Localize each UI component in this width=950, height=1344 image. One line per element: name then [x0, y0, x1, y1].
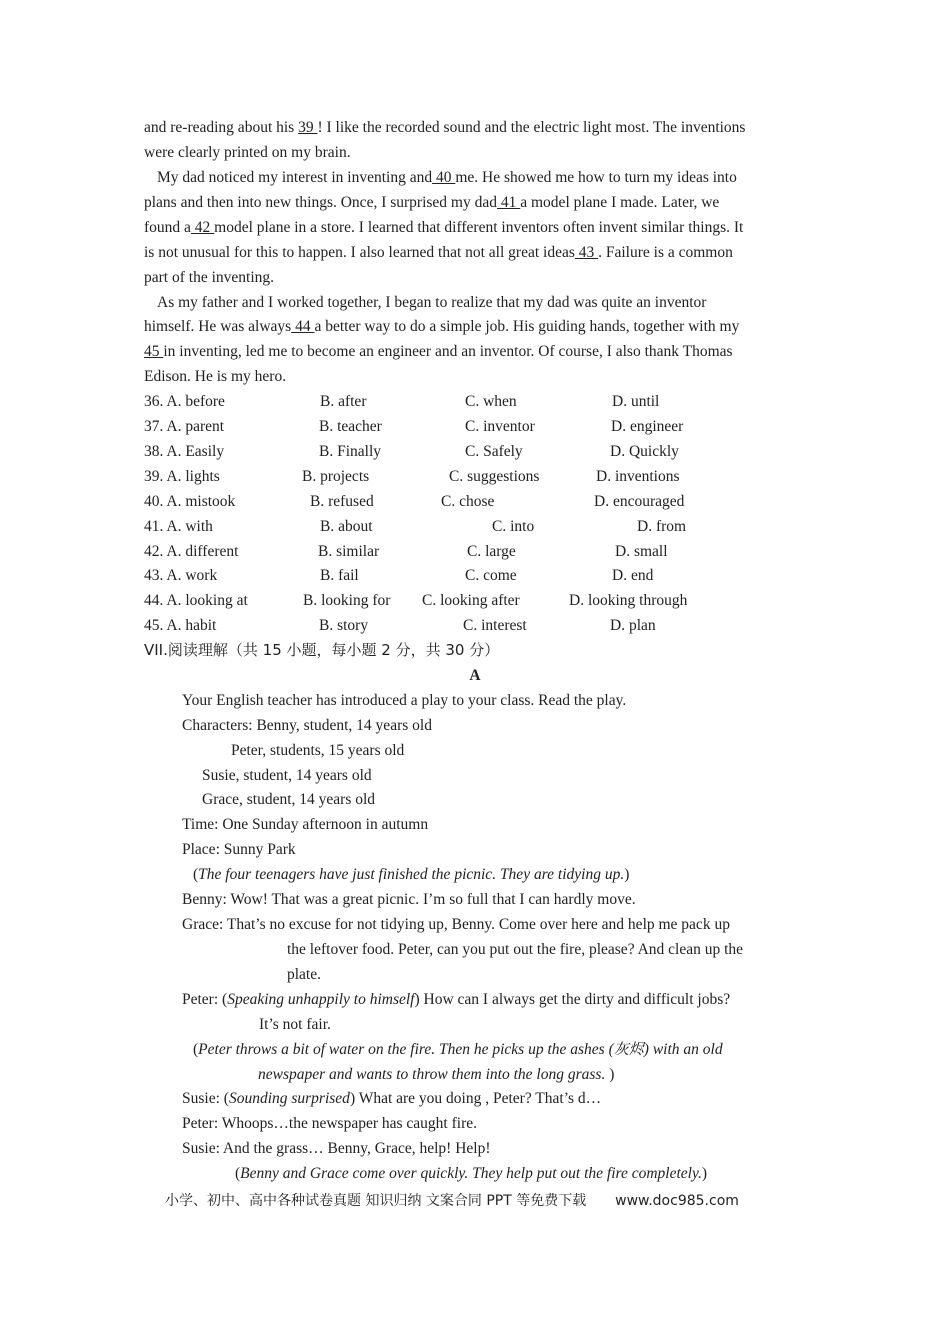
q42-option-d: D. small [615, 543, 668, 560]
peter-line-2: It’s not fair. [259, 1016, 331, 1033]
italic-text: newspaper and wants to throw them into the long grass. [258, 1066, 610, 1083]
q42-option-b: B. similar [318, 543, 380, 560]
q36-option-b: B. after [320, 393, 367, 410]
peter-line-3: Peter: Whoops…the newspaper has caught fire. [182, 1115, 477, 1132]
passage-line-9 [144, 314, 739, 339]
passage-line-5 [144, 215, 743, 240]
chinese-gloss: 灰烬 [613, 1040, 644, 1058]
text: a better way to do a simple job. His guiding hands, together with my [314, 318, 740, 335]
stage-direction-2-cont [258, 1062, 614, 1087]
passage-line-1 [144, 115, 745, 140]
q39-option-c: C. suggestions [449, 468, 540, 485]
q43-option-a: 43. A. work [144, 567, 218, 584]
q44-option-d: D. looking through [569, 592, 688, 609]
text: a model plane I made. Later, we [520, 194, 720, 211]
stage-direction-3 [235, 1161, 707, 1186]
italic-text: The four teenagers have just finished the picnic. They are tidying up. [198, 866, 625, 883]
q41-option-a: 41. A. with [144, 518, 213, 535]
blank-45: 45 [144, 343, 164, 360]
stage-direction-2 [193, 1037, 723, 1062]
q45-option-a: 45. A. habit [144, 617, 217, 634]
grace-line-1: Grace: That’s no excuse for not tidying up, Benny. Come over here and help me pack up [182, 916, 730, 933]
q45-option-b: B. story [319, 617, 369, 634]
q36-option-d: D. until [612, 393, 660, 410]
passage-line-3 [157, 165, 737, 190]
text: ) [701, 1165, 708, 1182]
text: ( [193, 866, 199, 883]
footer-text: 小学、初中、高中各种试卷真题 知识归纳 文案合同 PPT 等免费下载 [165, 1193, 587, 1209]
text: himself. He was always [144, 318, 292, 335]
q40-option-b: B. refused [310, 493, 374, 510]
q38-option-d: D. Quickly [610, 443, 679, 460]
q40-option-d: D. encouraged [594, 493, 685, 510]
q39-option-d: D. inventions [596, 468, 680, 485]
q39-option-b: B. projects [302, 468, 370, 485]
italic-text: Sounding surprised [228, 1090, 350, 1107]
susie-line-1 [182, 1086, 601, 1111]
text: me. He showed me how to turn my ideas into [455, 169, 737, 186]
susie-line-2: Susie: And the grass… Benny, Grace, help! Help! [182, 1140, 491, 1157]
q41-option-d: D. from [637, 518, 687, 535]
q37-option-d: D. engineer [611, 418, 684, 435]
italic-text: Peter throws a bit of water on the fire. Then he picks up the ashes ( [198, 1041, 614, 1058]
passage-line-6 [144, 240, 733, 265]
q44-option-b: B. looking for [303, 592, 391, 609]
text: Susie: ( [182, 1090, 229, 1107]
text: My dad noticed my interest in inventing and [157, 169, 433, 186]
text: ) [624, 866, 630, 883]
grace-line-2: the leftover food. Peter, can you put out the fire, please? And clean up the [287, 941, 744, 958]
grace-line-3: plate. [287, 966, 321, 983]
text: ) What are you doing , Peter? That’s d… [349, 1090, 602, 1107]
passage-line-2: were clearly printed on my brain. [144, 144, 351, 161]
character-peter: Peter, students, 15 years old [231, 742, 405, 759]
play-intro: Your English teacher has introduced a play to your class. Read the play. [182, 692, 627, 709]
text: Peter: ( [182, 991, 228, 1008]
passage-line-7: part of the inventing. [144, 269, 274, 286]
q42-option-c: C. large [467, 543, 516, 560]
benny-line-1: Benny: Wow! That was a great picnic. I’m so full that I can hardly move. [182, 891, 636, 908]
q36-option-c: C. when [465, 393, 517, 410]
q44-option-c: C. looking after [422, 592, 520, 609]
blank-43: 43 [574, 244, 599, 261]
text: ) How can I always get the dirty and difficult jobs? [414, 991, 731, 1008]
passage-line-4 [144, 190, 719, 215]
italic-text: ) with an old [643, 1041, 723, 1058]
blank-41: 41 [497, 194, 521, 211]
blank-40: 40 [432, 169, 456, 186]
q37-option-b: B. teacher [319, 418, 382, 435]
q41-option-c: C. into [492, 518, 535, 535]
blank-44: 44 [291, 318, 315, 335]
q38-option-c: C. Safely [465, 443, 523, 460]
text: plans and then into new things. Once, I surprised my dad [144, 194, 497, 211]
stage-direction-1 [193, 862, 629, 887]
q45-option-d: D. plan [610, 617, 656, 634]
text: ( [235, 1165, 241, 1182]
time-line: Time: One Sunday afternoon in autumn [182, 816, 429, 833]
q45-option-c: C. interest [463, 617, 527, 634]
text: ( [193, 1041, 199, 1058]
q37-option-c: C. inventor [465, 418, 535, 435]
characters-line: Characters: Benny, student, 14 years old [182, 717, 432, 734]
text: in inventing, led me to become an engineer and an inventor. Of course, I also thank Thomas [163, 343, 733, 360]
q36-option-a: 36. A. before [144, 393, 225, 410]
text: ) [609, 1066, 615, 1083]
blank-42: 42 [190, 219, 215, 236]
q44-option-a: 44. A. looking at [144, 592, 248, 609]
peter-line-1 [182, 987, 730, 1012]
text: found a [144, 219, 191, 236]
q41-option-b: B. about [320, 518, 373, 535]
italic-text: Speaking unhappily to himself [227, 991, 415, 1008]
character-grace: Grace, student, 14 years old [202, 791, 376, 808]
italic-text: Benny and Grace come over quickly. They help put out the fire completely. [240, 1165, 702, 1182]
text: model plane in a store. I learned that different inventors often invent similar things. It [214, 219, 744, 236]
footer [165, 1189, 739, 1214]
q40-option-a: 40. A. mistook [144, 493, 236, 510]
q43-option-b: B. fail [320, 567, 359, 584]
place-line: Place: Sunny Park [182, 841, 296, 858]
passage-line-11: Edison. He is my hero. [144, 368, 287, 385]
passage-line-10 [144, 339, 733, 364]
character-susie: Susie, student, 14 years old [202, 767, 372, 784]
q38-option-a: 38. A. Easily [144, 443, 225, 460]
q38-option-b: B. Finally [319, 443, 382, 460]
text: and re-reading about his [144, 119, 299, 136]
q40-option-c: C. chose [441, 493, 495, 510]
q39-option-a: 39. A. lights [144, 468, 220, 485]
text: is not unusual for this to happen. I also learned that not all great ideas [144, 244, 575, 261]
footer-url[interactable]: www.doc985.com [615, 1193, 739, 1209]
q43-option-d: D. end [612, 567, 654, 584]
text: . Failure is a common [598, 244, 733, 261]
q37-option-a: 37. A. parent [144, 418, 225, 435]
text: ! I like the recorded sound and the electric light most. The inventions [317, 119, 746, 136]
q43-option-c: C. come [465, 567, 517, 584]
passage-line-8: As my father and I worked together, I began to realize that my dad was quite an inventor [157, 294, 707, 311]
blank-39: 39 [298, 119, 318, 136]
part-label: A [469, 667, 481, 684]
section-heading: VII.阅读理解（共 15 小题，每小题 2 分，共 30 分） [144, 641, 500, 659]
q42-option-a: 42. A. different [144, 543, 239, 560]
